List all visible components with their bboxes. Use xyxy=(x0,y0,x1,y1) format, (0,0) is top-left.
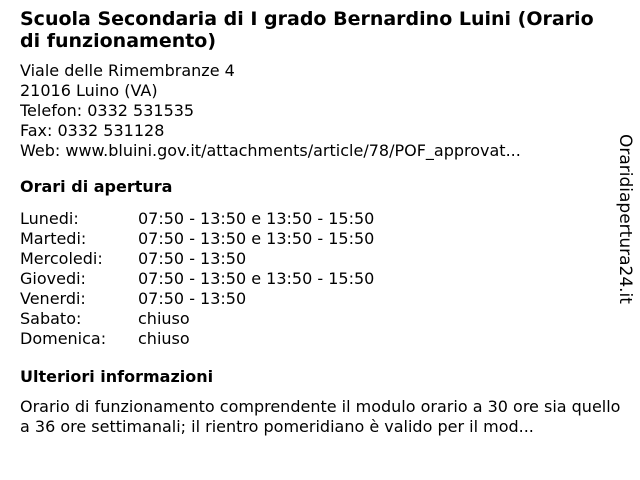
day-label: Giovedi: xyxy=(20,269,86,288)
hours-row-sunday xyxy=(20,329,608,349)
day-label: Mercoledi: xyxy=(20,249,103,268)
day-time: 07:50 - 13:50 e 13:50 - 15:50 xyxy=(138,269,375,288)
opening-hours-heading: Orari di apertura xyxy=(20,177,173,196)
more-info-text: Orario di funzionamento comprendente il modulo orario a 30 ore sia quello a 36 ore settimanali; il rientro pomeridiano è valido per il mod... xyxy=(20,397,621,436)
hours-row-friday xyxy=(20,289,608,309)
day-label: Domenica: xyxy=(20,329,107,348)
address-block xyxy=(20,61,608,161)
day-time: 07:50 - 13:50 xyxy=(138,289,247,308)
address-city: 21016 Luino (VA) xyxy=(20,81,158,100)
day-label: Venerdi: xyxy=(20,289,86,308)
site-watermark: Oraridiapertura24.it xyxy=(615,134,635,304)
day-time: chiuso xyxy=(138,309,190,328)
hours-row-monday xyxy=(20,209,608,229)
day-label: Martedi: xyxy=(20,229,87,248)
address-street: Viale delle Rimembranze 4 xyxy=(20,61,235,80)
day-time: 07:50 - 13:50 e 13:50 - 15:50 xyxy=(138,209,375,228)
hours-row-saturday xyxy=(20,309,608,329)
hours-row-tuesday xyxy=(20,229,608,249)
fax-number: Fax: 0332 531128 xyxy=(20,121,165,140)
page-content xyxy=(20,8,621,437)
hours-row-wednesday xyxy=(20,249,608,269)
hours-row-thursday xyxy=(20,269,608,289)
opening-hours-table xyxy=(20,209,608,349)
day-time: 07:50 - 13:50 xyxy=(138,249,247,268)
more-info-heading: Ulteriori informazioni xyxy=(20,367,214,386)
phone-number: Telefon: 0332 531535 xyxy=(20,101,195,120)
day-label: Sabato: xyxy=(20,309,82,328)
website-link[interactable]: Web: www.bluini.gov.it/attachments/article/78/POF_approvat... xyxy=(20,141,521,160)
day-time: chiuso xyxy=(138,329,190,348)
day-label: Lunedi: xyxy=(20,209,79,228)
page-title: Scuola Secondaria di I grado Bernardino Luini (Orario di funzionamento) xyxy=(20,8,594,52)
day-time: 07:50 - 13:50 e 13:50 - 15:50 xyxy=(138,229,375,248)
